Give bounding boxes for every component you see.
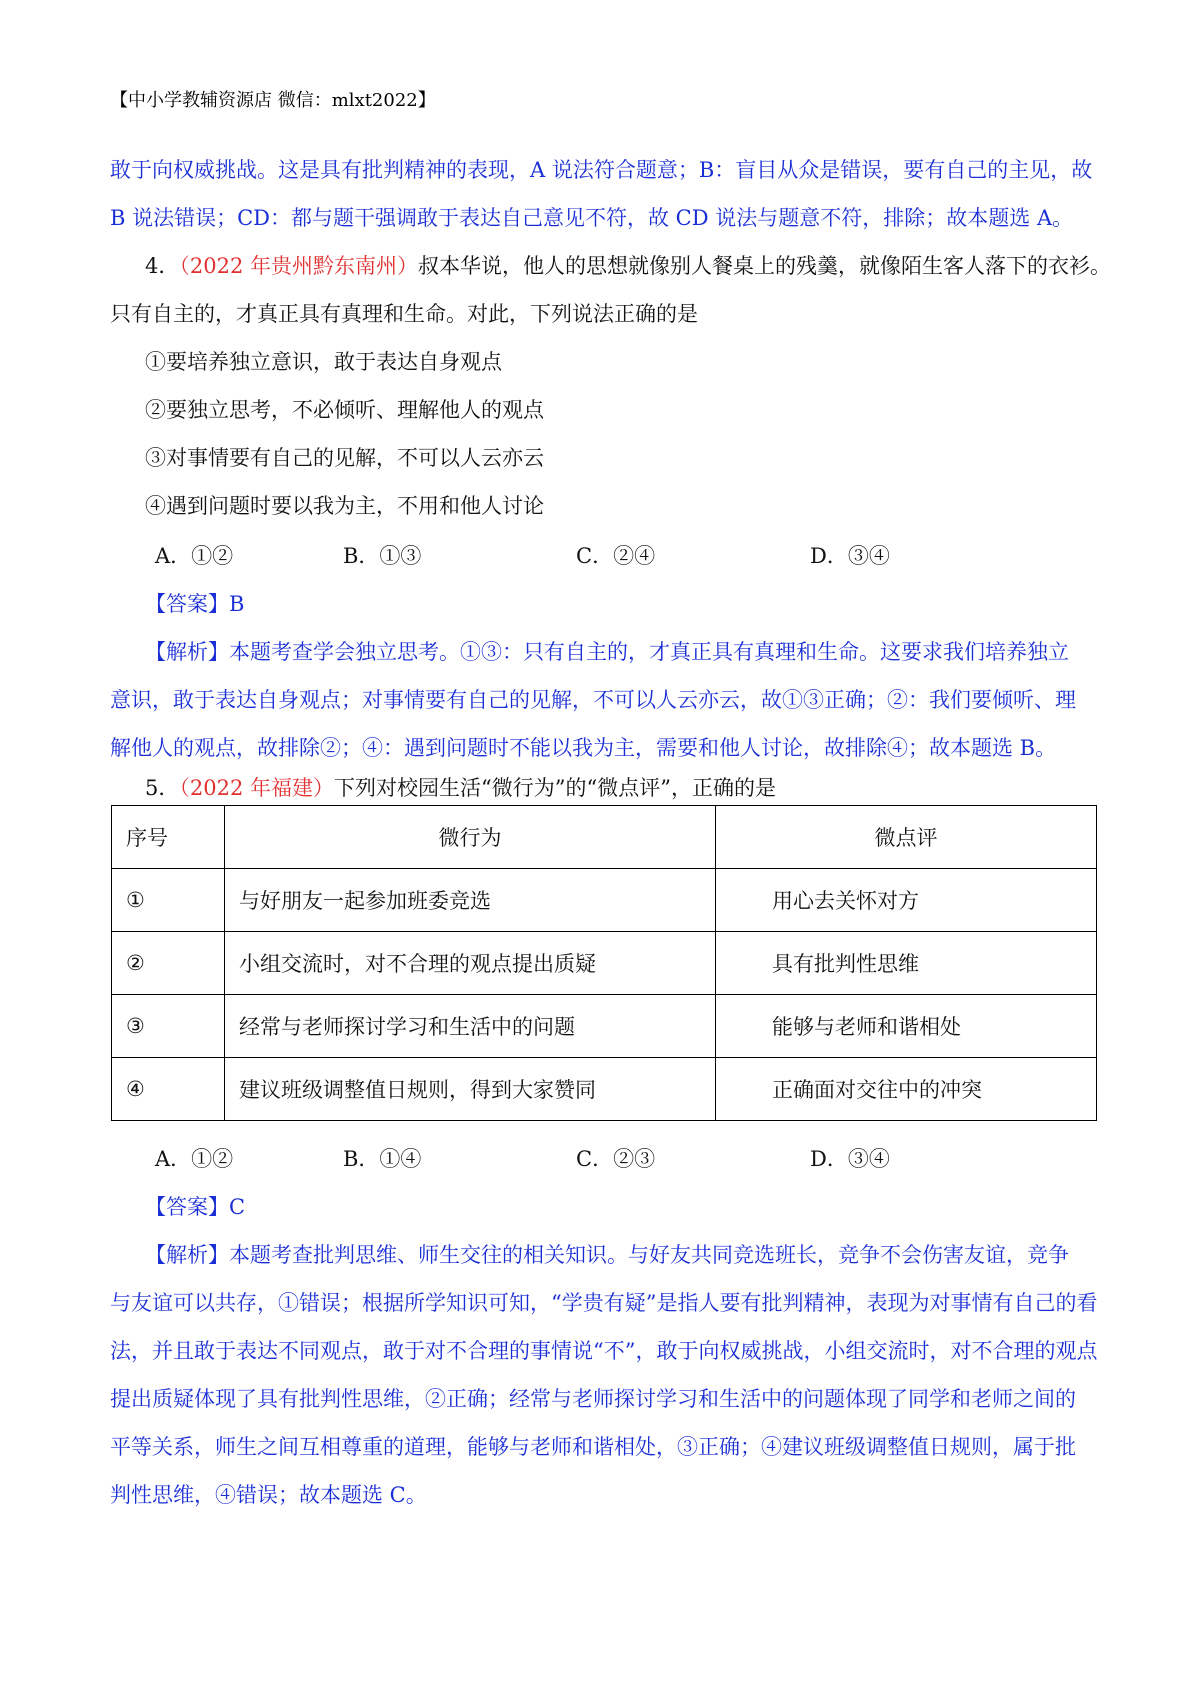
prev-analysis-line-1: 敢于向权威挑战。这是具有批判精神的表现，A 说法符合题意；B：盲目从众是错误，要有自己的主见，故 [110, 158, 1093, 182]
q5-option-d: D．③④ [810, 1147, 890, 1171]
q5-table [111, 805, 1097, 1121]
q5-analysis-line-2: 与友谊可以共存，①错误；根据所学知识可知，“学贵有疑”是指人要有批判精神，表现为对事情有自己的看 [110, 1291, 1098, 1315]
q4-item-1: ①要培养独立意识，敢于表达自身观点 [145, 350, 502, 374]
q4-item-3: ③对事情要有自己的见解，不可以人云亦云 [145, 446, 544, 470]
table-header-cell: 微行为 [225, 806, 716, 869]
table-cell: 经常与老师探讨学习和生活中的问题 [225, 995, 716, 1058]
q4-stem-line-1 [145, 250, 1111, 280]
q4-analysis-line-3: 解他人的观点，故排除②；④：遇到问题时不能以我为主，需要和他人讨论，故排除④；故本题选 B。 [110, 736, 1057, 760]
q4-item-4: ④遇到问题时要以我为主，不用和他人讨论 [145, 494, 544, 518]
q5-stem-text: 下列对校园生活“微行为”的“微点评”，正确的是 [334, 776, 776, 800]
q4-analysis-line-2: 意识，敢于表达自身观点；对事情要有自己的见解，不可以人云亦云，故①③正确；②：我们要倾听、理 [110, 688, 1076, 712]
q5-analysis-line-1: 【解析】本题考查批判思维、师生交往的相关知识。与好友共同竞选班长，竞争不会伤害友谊，竞争 [145, 1243, 1069, 1267]
table-header-cell: 微点评 [716, 806, 1097, 869]
table-row [112, 869, 1097, 932]
table-header-row [112, 806, 1097, 869]
q5-stem [145, 772, 776, 802]
q5-option-c: C．②③ [576, 1147, 656, 1171]
q5-option-b: B．①④ [343, 1147, 422, 1171]
q4-stem-text: 叔本华说，他人的思想就像别人餐桌上的残羹，就像陌生客人落下的衣衫。 [418, 254, 1111, 278]
q4-option-d: D．③④ [810, 544, 890, 568]
q4-source: （2022 年贵州黔东南州） [179, 254, 418, 278]
table-cell: ① [112, 869, 225, 932]
q4-item-2: ②要独立思考，不必倾听、理解他人的观点 [145, 398, 544, 422]
table-cell: 与好朋友一起参加班委竞选 [225, 869, 716, 932]
table-cell: ③ [112, 995, 225, 1058]
table-cell: ④ [112, 1058, 225, 1121]
table-cell: 正确面对交往中的冲突 [716, 1058, 1097, 1121]
prev-analysis-line-2: B 说法错误；CD：都与题干强调敢于表达自己意见不符，故 CD 说法与题意不符，排除；故本题选 A。 [110, 206, 1074, 230]
table-cell: ② [112, 932, 225, 995]
q5-number: 5． [145, 776, 180, 800]
page-header: 【中小学教辅资源店 微信：mlxt2022】 [110, 90, 436, 111]
q4-analysis-line-1: 【解析】本题考查学会独立思考。①③：只有自主的，才真正具有真理和生命。这要求我们培养独立 [145, 640, 1069, 664]
q5-analysis-line-5: 平等关系，师生之间互相尊重的道理，能够与老师和谐相处，③正确；④建议班级调整值日规则，属于批 [110, 1435, 1076, 1459]
table-header-cell: 序号 [112, 806, 225, 869]
q5-option-a: A．①② [155, 1147, 234, 1171]
table-cell: 用心去关怀对方 [716, 869, 1097, 932]
table-row [112, 995, 1097, 1058]
table-row [112, 932, 1097, 995]
q5-analysis-line-3: 法，并且敢于表达不同观点，敢于对不合理的事情说“不”，敢于向权威挑战，小组交流时，对不合理的观点 [110, 1339, 1098, 1363]
q5-analysis-line-6: 判性思维，④错误；故本题选 C。 [110, 1483, 427, 1507]
q5-analysis-line-4: 提出质疑体现了具有批判性思维，②正确；经常与老师探讨学习和生活中的问题体现了同学和老师之间的 [110, 1387, 1076, 1411]
table-cell: 建议班级调整值日规则，得到大家赞同 [225, 1058, 716, 1121]
q5-source: （2022 年福建） [179, 776, 334, 800]
table-cell: 小组交流时，对不合理的观点提出质疑 [225, 932, 716, 995]
q4-stem-line-2: 只有自主的，才真正具有真理和生命。对此，下列说法正确的是 [110, 302, 698, 326]
q4-option-b: B．①③ [343, 544, 422, 568]
table-cell: 能够与老师和谐相处 [716, 995, 1097, 1058]
q4-option-a: A．①② [155, 544, 234, 568]
table-cell: 具有批判性思维 [716, 932, 1097, 995]
q5-answer: 【答案】C [145, 1195, 246, 1219]
table-row [112, 1058, 1097, 1121]
q4-number: 4． [145, 254, 180, 278]
q4-option-c: C．②④ [576, 544, 656, 568]
q4-answer: 【答案】B [145, 592, 245, 616]
